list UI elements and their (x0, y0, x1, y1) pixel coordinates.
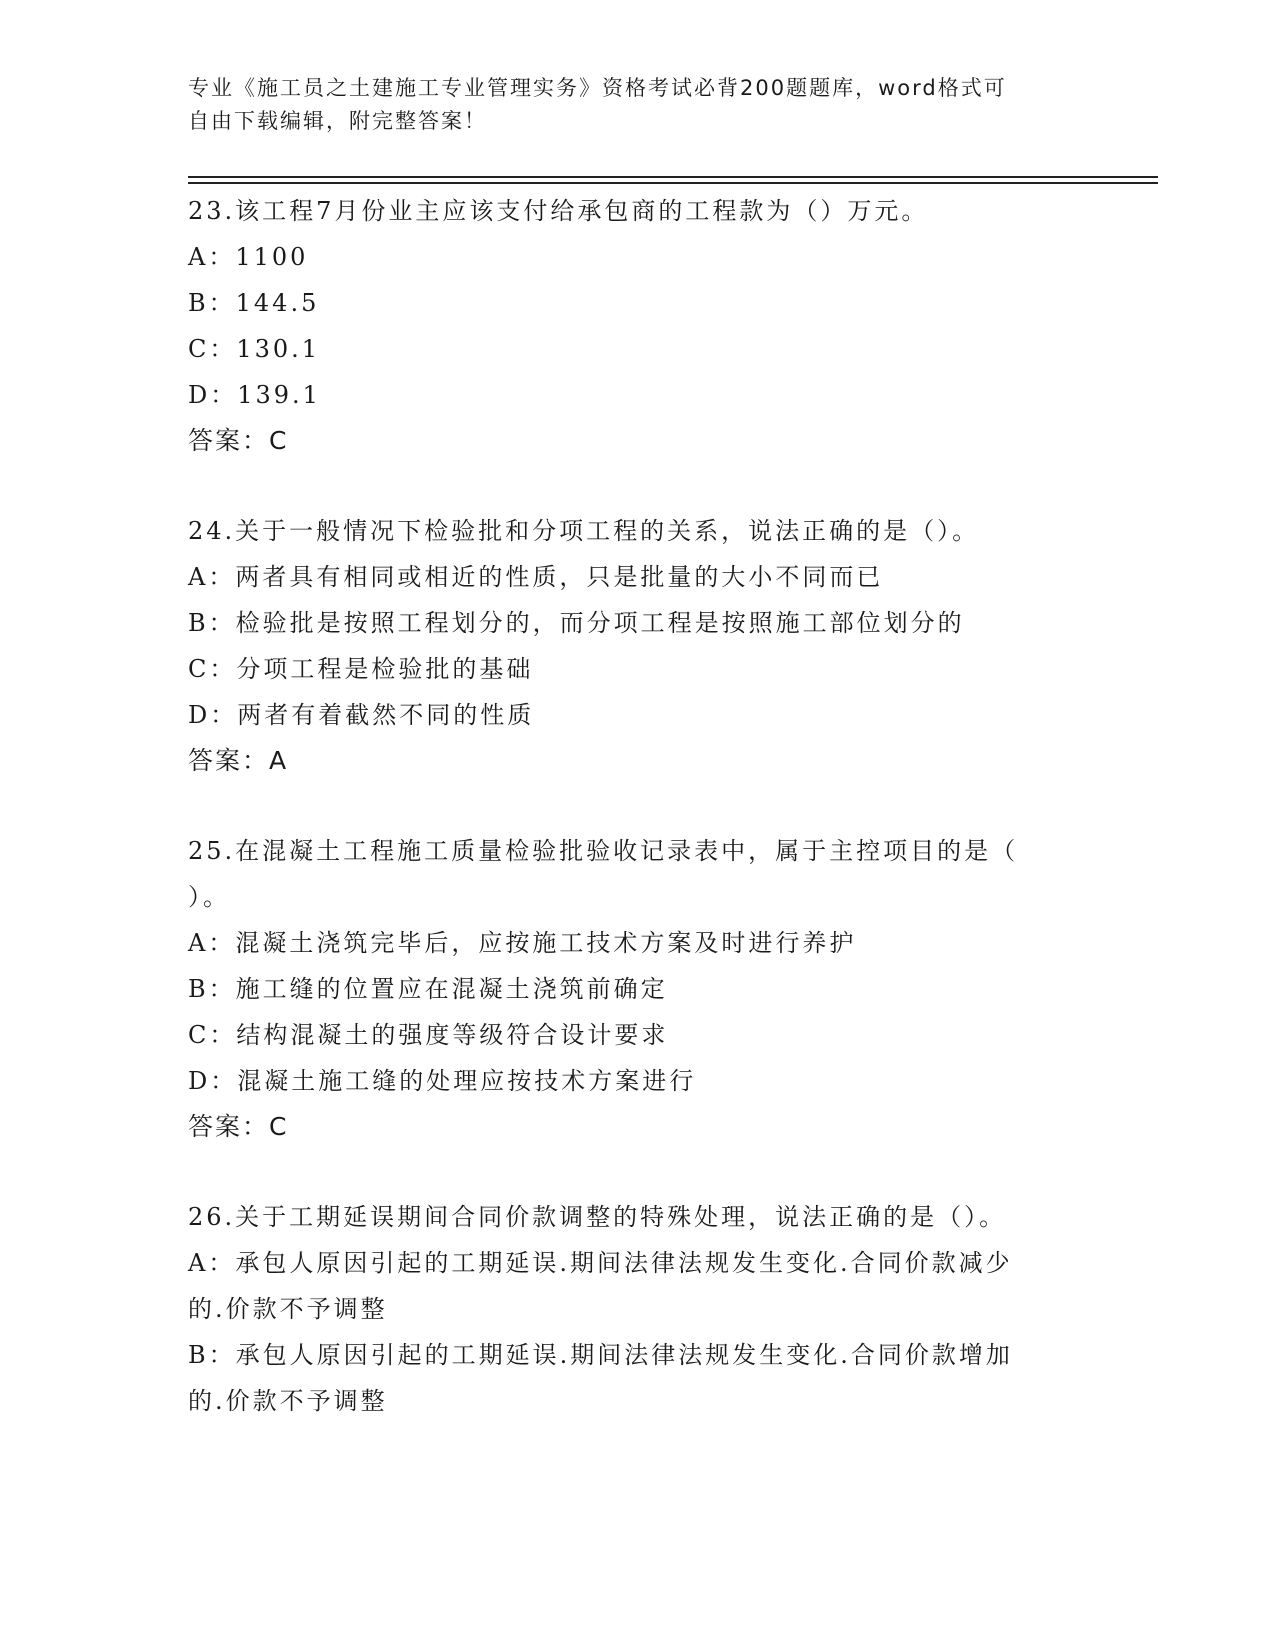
option-a-line-2: 的.价款不予调整 (188, 1295, 388, 1323)
option-b-line-2: 的.价款不予调整 (188, 1387, 388, 1415)
answer-text: 答案：A (188, 746, 289, 775)
question-list (188, 188, 1088, 1424)
option-d: D：139.1 (188, 381, 321, 409)
option-b: B：检验批是按照工程划分的，而分项工程是按照施工部位划分的 (188, 609, 965, 637)
option-d: D：混凝土施工缝的处理应按技术方案进行 (188, 1067, 697, 1095)
question-23 (188, 188, 1088, 464)
option-a-line-1: A：承包人原因引起的工期延误.期间法律法规发生变化.合同价款减少 (188, 1249, 1013, 1277)
option-b: B：施工缝的位置应在混凝土浇筑前确定 (188, 975, 668, 1003)
header-divider-top (188, 176, 1158, 178)
page-header (188, 72, 1088, 138)
question-25 (188, 828, 1088, 1150)
question-24 (188, 508, 1088, 784)
header-divider-bottom (188, 182, 1158, 184)
question-stem: 23.该工程7月份业主应该支付给承包商的工程款为（）万元。 (188, 197, 929, 225)
header-line-1: 专业《施工员之土建施工专业管理实务》资格考试必背200题题库，word格式可 (188, 76, 1007, 100)
option-c: C：130.1 (188, 335, 321, 363)
option-a: A：混凝土浇筑完毕后，应按施工技术方案及时进行养护 (188, 929, 857, 957)
option-b: B：144.5 (188, 289, 320, 317)
option-d: D：两者有着截然不同的性质 (188, 701, 535, 729)
option-b-line-1: B：承包人原因引起的工期延误.期间法律法规发生变化.合同价款增加 (188, 1341, 1013, 1369)
question-stem-line-1: 25.在混凝土工程施工质量检验批验收记录表中，属于主控项目的是（ (188, 837, 1019, 865)
question-stem: 24.关于一般情况下检验批和分项工程的关系，说法正确的是（）。 (188, 517, 980, 545)
header-line-2: 自由下载编辑，附完整答案！ (188, 109, 487, 133)
answer-text: 答案：C (188, 426, 289, 455)
option-c: C：结构混凝土的强度等级符合设计要求 (188, 1021, 669, 1049)
option-c: C：分项工程是检验批的基础 (188, 655, 534, 683)
answer-text: 答案：C (188, 1112, 289, 1141)
question-stem: 26.关于工期延误期间合同价款调整的特殊处理，说法正确的是（）。 (188, 1203, 1007, 1231)
option-a: A：1100 (188, 243, 309, 271)
question-stem-line-2: ）。 (188, 883, 230, 911)
question-26 (188, 1194, 1088, 1424)
option-a: A：两者具有相同或相近的性质，只是批量的大小不同而已 (188, 563, 884, 591)
